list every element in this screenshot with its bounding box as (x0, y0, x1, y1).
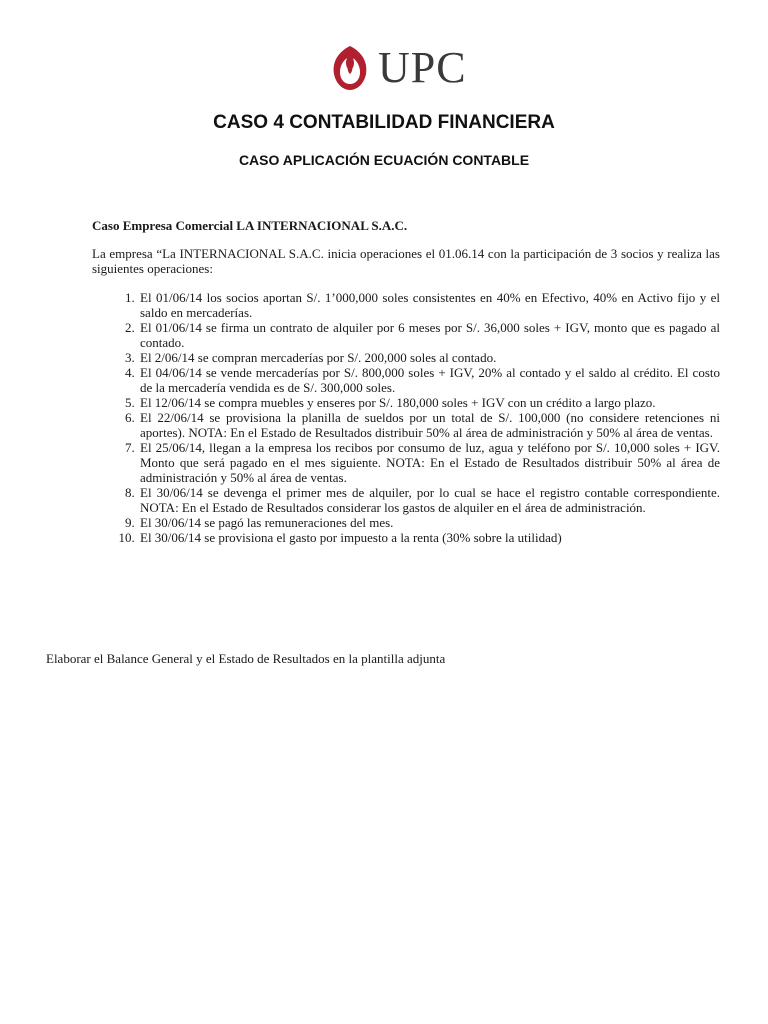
list-item: 7. El 25/06/14, llegan a la empresa los recibos por consumo de luz, agua y teléfono por S/. 10,000 soles + IGV. Monto que será pagado en el mes siguiente. NOTA: En el Estado de Resultados distribuir 50% al área de administración y 50% al área de ventas. (138, 440, 720, 485)
operations-list (92, 290, 720, 545)
closing-instruction: Elaborar el Balance General y el Estado de Resultados en la plantilla adjunta (46, 651, 446, 666)
logo-text: UPC (378, 43, 467, 92)
list-item: 10. El 30/06/14 se provisiona el gasto por impuesto a la renta (30% sobre la utilidad) (138, 530, 720, 545)
list-item: 8. El 30/06/14 se devenga el primer mes de alquiler, por lo cual se hace el registro contable correspondiente. NOTA: En el Estado de Resultados considerar los gastos de alquiler en el área de administración. (138, 485, 720, 515)
list-item: 6. El 22/06/14 se provisiona la planilla de sueldos por un total de S/. 100,000 (no considere retenciones ni aportes). NOTA: En el Estado de Resultados distribuir 50% al área de administración y 50% al área de ventas. (138, 410, 720, 440)
list-item: 4. El 04/06/14 se vende mercaderías por S/. 800,000 soles + IGV, 20% al contado y el saldo al crédito. El costo de la mercadería vendida es de S/. 300,000 soles. (138, 365, 720, 395)
upc-logo (330, 44, 467, 92)
page-subtitle: CASO APLICACIÓN ECUACIÓN CONTABLE (238, 152, 530, 168)
list-item: 1. El 01/06/14 los socios aportan S/. 1’000,000 soles consistentes en 40% en Efectivo, 40% en Activo fijo y el saldo en mercaderías. (138, 290, 720, 320)
list-item: 3. El 2/06/14 se compran mercaderías por S/. 200,000 soles al contado. (138, 350, 720, 365)
case-body (92, 218, 720, 545)
list-item: 9. El 30/06/14 se pagó las remuneraciones del mes. (138, 515, 720, 530)
page-title: CASO 4 CONTABILIDAD FINANCIERA (213, 112, 555, 133)
list-item: 2. El 01/06/14 se firma un contrato de alquiler por 6 meses por S/. 36,000 soles + IGV, monto que es pagado al contado. (138, 320, 720, 350)
intro-paragraph: La empresa “La INTERNACIONAL S.A.C. inicia operaciones el 01.06.14 con la participación de 3 socios y realiza las siguientes operaciones: (92, 246, 720, 276)
list-item: 5. El 12/06/14 se compra muebles y enseres por S/. 180,000 soles + IGV con un crédito a largo plazo. (138, 395, 720, 410)
upc-flame-logo-icon (330, 44, 370, 92)
case-heading: Caso Empresa Comercial LA INTERNACIONAL S.A.C. (92, 218, 408, 233)
